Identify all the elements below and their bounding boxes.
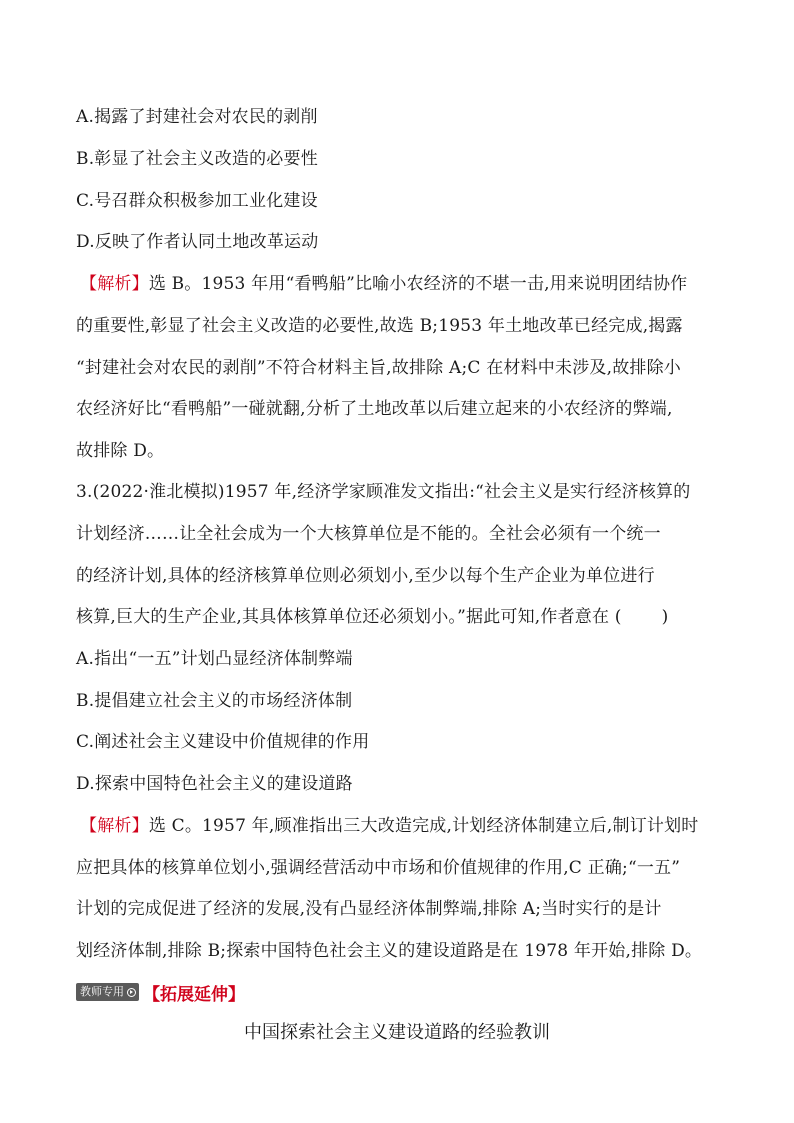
- q2-option-d: D.反映了作者认同土地改革运动: [76, 232, 319, 252]
- q3-analysis-line-3: 计划的完成促进了经济的发展,没有凸显经济体制弊端,排除 A;当时实行的是计: [76, 899, 662, 919]
- q3-option-d: D.探索中国特色社会主义的建设道路: [76, 774, 353, 794]
- q2-option-a: A.揭露了封建社会对农民的剥削: [76, 107, 318, 127]
- q3-option-b: B.提倡建立社会主义的市场经济体制: [76, 691, 353, 711]
- q2-analysis-line-4: 农经济好比“看鸭船”一碰就翻,分析了土地改革以后建立起来的小农经济的弊端,: [76, 399, 673, 419]
- q3-analysis-line-2: 应把具体的核算单位划小,强调经营活动中市场和价值规律的作用,C 正确;“一五”: [76, 858, 681, 878]
- q2-analysis-line-5: 故排除 D。: [76, 441, 165, 461]
- q2-analysis-line-2: 的重要性,彰显了社会主义改造的必要性,故选 B;1953 年土地改革已经完成,揭露: [76, 316, 683, 336]
- extension-header: [76, 980, 245, 1004]
- extension-heading: 中国探索社会主义建设道路的经验教训: [244, 1022, 550, 1043]
- q3-stem-line-1: 3.(2022·淮北模拟)1957 年,经济学家顾准发文指出:“社会主义是实行经济核算的: [76, 482, 691, 502]
- q2-analysis-text-1: 选 B。1953 年用“看鸭船”比喻小农经济的不堪一击,用来说明团结协作: [148, 274, 688, 294]
- answer-bracket-close: ): [661, 607, 669, 627]
- q3-analysis-line-1: [80, 814, 699, 838]
- q3-stem-text-4: 核算,巨大的生产企业,其具体核算单位还必须划小。”据此可知,作者意在 (: [76, 607, 622, 627]
- q3-stem-line-4: [76, 605, 668, 629]
- q3-option-a: A.指出“一五”计划凸显经济体制弊端: [76, 649, 353, 669]
- q3-stem-line-2: 计划经济……让全社会成为一个大核算单位是不能的。全社会必须有一个统一: [76, 524, 661, 544]
- q3-analysis-tag: 【解析】: [80, 816, 149, 836]
- extension-title: 【拓展延伸】: [143, 984, 245, 1005]
- q2-option-b: B.彰显了社会主义改造的必要性: [76, 149, 318, 169]
- q2-analysis-line-1: [80, 272, 687, 296]
- q2-analysis-line-3: “封建社会对农民的剥削”不符合材料主旨,故排除 A;C 在材料中未涉及,故排除小: [76, 358, 682, 378]
- q2-analysis-tag: 【解析】: [80, 274, 149, 294]
- q3-stem-line-3: 的经济计划,具体的经济核算单位则必须划小,至少以每个生产企业为单位进行: [76, 566, 655, 586]
- q3-analysis-line-4: 划经济体制,排除 B;探索中国特色社会主义的建设道路是在 1978 年开始,排除 D。: [76, 941, 703, 961]
- q2-option-c: C.号召群众积极参加工业化建设: [76, 191, 318, 211]
- q3-analysis-text-1: 选 C。1957 年,顾准指出三大改造完成,计划经济体制建立后,制订计划时: [148, 816, 699, 836]
- play-circle-icon: [127, 988, 136, 997]
- q3-option-c: C.阐述社会主义建设中价值规律的作用: [76, 732, 370, 752]
- teacher-only-badge: [76, 983, 139, 1001]
- teacher-only-label: 教师专用: [80, 985, 124, 998]
